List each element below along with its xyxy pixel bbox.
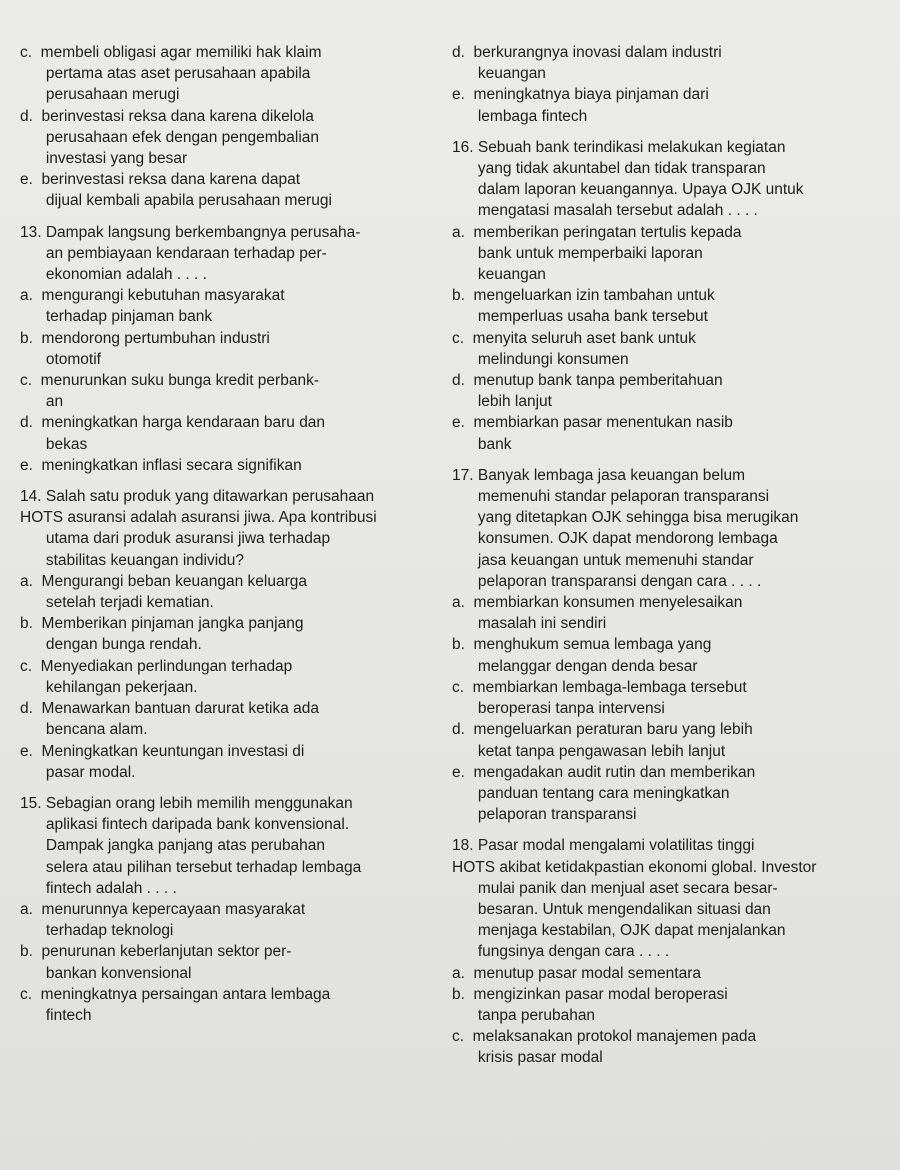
text-line: utama dari produk asuransi jiwa terhadap [20, 530, 331, 548]
text-line: mengatasi masalah tersebut adalah . . . . [452, 202, 758, 220]
spacer [452, 825, 872, 835]
text-line: kehilangan pekerjaan. [20, 678, 198, 696]
question-line: 18. Pasar modal mengalami volatilitas tinggi [452, 837, 755, 855]
text-line: terhadap teknologi [20, 922, 174, 940]
text-line: pertama atas aset perusahaan apabila [20, 65, 311, 83]
text-line: jasa keuangan untuk memenuhi standar [452, 551, 754, 569]
spacer [20, 783, 430, 793]
option-line: a. mengurangi kebutuhan masyarakat [20, 287, 285, 305]
option-line: c. membiarkan lembaga-lembaga tersebut [452, 678, 747, 696]
text-line: menjaga kestabilan, OJK dapat menjalankan [452, 922, 786, 940]
text-line: lebih lanjut [452, 393, 552, 411]
text-line: terhadap pinjaman bank [20, 308, 213, 326]
question-line: 16. Sebuah bank terindikasi melakukan kegiatan [452, 138, 786, 156]
text-line: fungsinya dengan cara . . . . [452, 943, 670, 961]
text-line: besaran. Untuk mengendalikan situasi dan [452, 900, 771, 918]
option-line: a. menutup pasar modal sementara [452, 964, 701, 982]
text-line: pelaporan transparansi [452, 806, 637, 824]
text-line: stabilitas keuangan individu? [20, 551, 245, 569]
option-line: e. meningkatkan inflasi secara signifikan [20, 456, 302, 474]
option-line: e. Meningkatkan keuntungan investasi di [20, 742, 305, 760]
text-line: selera atau pilihan tersebut terhadap lembaga [20, 858, 362, 876]
text-line: yang ditetapkan OJK sehingga bisa merugikan [452, 509, 799, 527]
text-line: fintech [20, 1006, 92, 1024]
option-line: d. mengeluarkan peraturan baru yang lebih [452, 721, 753, 739]
option-line: b. menghukum semua lembaga yang [452, 636, 712, 654]
text-line: konsumen. OJK dapat mendorong lembaga [452, 530, 778, 548]
text-line: melindungi konsumen [452, 350, 629, 368]
question-line: 15. Sebagian orang lebih memilih menggunakan [20, 794, 353, 812]
option-line: c. membeli obligasi agar memiliki hak klaim [20, 44, 322, 61]
spacer [452, 455, 872, 465]
right-column [452, 42, 872, 1069]
text-line: keuangan [452, 266, 546, 284]
text-line: bank [452, 435, 512, 453]
text-line: tanpa perubahan [452, 1006, 596, 1024]
option-line: e. meningkatnya biaya pinjaman dari [452, 86, 709, 104]
option-line: b. mengeluarkan izin tambahan untuk [452, 287, 715, 305]
text-line: krisis pasar modal [452, 1049, 603, 1067]
spacer [20, 212, 430, 222]
option-line: c. menurunkan suku bunga kredit perbank- [20, 372, 319, 390]
text-line: keuangan [452, 65, 546, 83]
text-line: HOTS asuransi adalah asuransi jiwa. Apa kontribusi [20, 509, 377, 527]
text-line: bencana alam. [20, 721, 148, 739]
text-line: perusahaan merugi [20, 86, 180, 104]
option-line: d. menutup bank tanpa pemberitahuan [452, 372, 723, 390]
spacer [20, 476, 430, 486]
text-line: memenuhi standar pelaporan transparansi [452, 488, 770, 506]
text-line: an pembiayaan kendaraan terhadap per- [20, 244, 327, 262]
option-line: b. penurunan keberlanjutan sektor per- [20, 943, 292, 961]
option-line: a. memberikan peringatan tertulis kepada [452, 223, 742, 241]
text-line: aplikasi fintech daripada bank konvensional. [20, 816, 350, 834]
option-line: e. mengadakan audit rutin dan memberikan [452, 763, 756, 781]
option-line: a. menurunnya kepercayaan masyarakat [20, 900, 306, 918]
left-column [20, 42, 430, 1026]
question-line: 13. Dampak langsung berkembangnya perusaha- [20, 223, 361, 241]
text-line: dijual kembali apabila perusahaan merugi [20, 192, 332, 210]
text-line: bekas [20, 435, 88, 453]
option-line: c. menyita seluruh aset bank untuk [452, 329, 696, 347]
option-line: b. Memberikan pinjaman jangka panjang [20, 615, 304, 633]
text-line: ekonomian adalah . . . . [20, 266, 207, 284]
option-line: d. berinvestasi reksa dana karena dikelola [20, 107, 314, 125]
option-line: c. Menyediakan perlindungan terhadap [20, 657, 293, 675]
text-line: yang tidak akuntabel dan tidak transparan [452, 160, 766, 178]
text-line: pasar modal. [20, 763, 136, 781]
text-line: an [20, 393, 64, 411]
text-line: fintech adalah . . . . [20, 879, 177, 897]
text-line: pelaporan transparansi dengan cara . . . . [452, 572, 762, 590]
option-line: b. mengizinkan pasar modal beroperasi [452, 985, 728, 1003]
text-line: bankan konvensional [20, 964, 192, 982]
option-line: e. berinvestasi reksa dana karena dapat [20, 171, 301, 189]
text-line: HOTS akibat ketidakpastian ekonomi global. Investor [452, 858, 817, 876]
text-line: bank untuk memperbaiki laporan [452, 244, 703, 262]
option-line: b. mendorong pertumbuhan industri [20, 329, 270, 347]
text-line: melanggar dengan denda besar [452, 657, 698, 675]
text-line: dengan bunga rendah. [20, 636, 202, 654]
question-line: 17. Banyak lembaga jasa keuangan belum [452, 466, 745, 484]
text-line: investasi yang besar [20, 150, 188, 168]
option-line: c. meningkatnya persaingan antara lembaga [20, 985, 331, 1003]
text-line: dalam laporan keuangannya. Upaya OJK untuk [452, 181, 804, 199]
text-line: setelah terjadi kematian. [20, 594, 214, 612]
option-line: d. berkurangnya inovasi dalam industri [452, 44, 722, 61]
option-line: e. membiarkan pasar menentukan nasib [452, 414, 733, 432]
option-line: a. membiarkan konsumen menyelesaikan [452, 594, 743, 612]
question-line: 14. Salah satu produk yang ditawarkan perusahaan [20, 488, 375, 506]
text-line: otomotif [20, 350, 101, 368]
text-line: perusahaan efek dengan pengembalian [20, 128, 320, 146]
text-line: beroperasi tanpa intervensi [452, 700, 665, 718]
option-line: d. meningkatkan harga kendaraan baru dan [20, 414, 326, 432]
text-line: lembaga fintech [452, 107, 588, 125]
option-line: a. Mengurangi beban keuangan keluarga [20, 572, 307, 590]
text-line: Dampak jangka panjang atas perubahan [20, 837, 326, 855]
text-line: panduan tentang cara meningkatkan [452, 784, 730, 802]
text-line: mulai panik dan menjual aset secara besar- [452, 879, 778, 897]
text-line: ketat tanpa pengawasan lebih lanjut [452, 742, 726, 760]
option-line: c. melaksanakan protokol manajemen pada [452, 1028, 757, 1046]
spacer [452, 127, 872, 137]
text-line: masalah ini sendiri [452, 615, 607, 633]
text-line: memperluas usaha bank tersebut [452, 308, 708, 326]
option-line: d. Menawarkan bantuan darurat ketika ada [20, 700, 319, 718]
